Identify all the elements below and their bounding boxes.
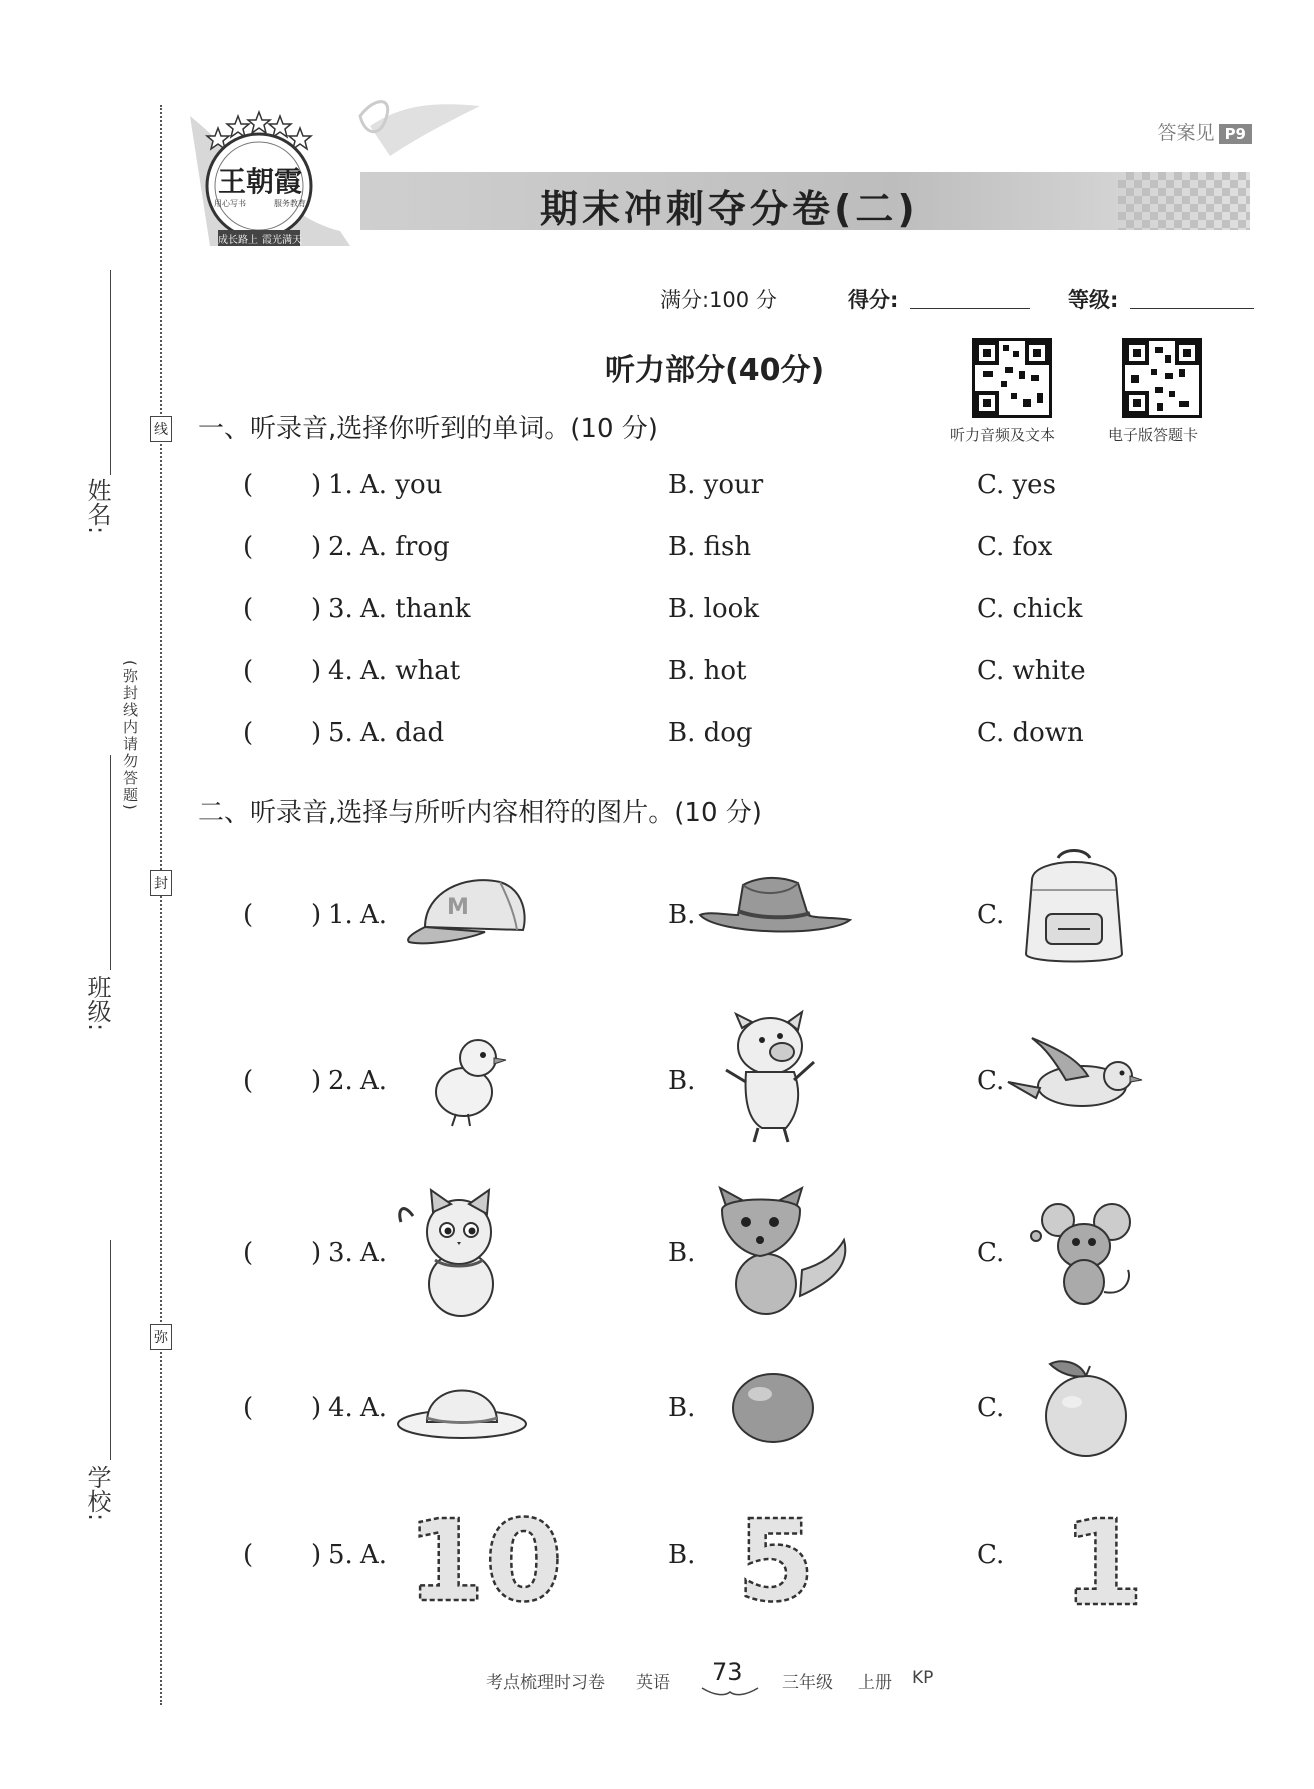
option-a: A. frog <box>360 532 450 562</box>
option-c: C. <box>977 1066 1005 1096</box>
banner-checker-pattern <box>1118 172 1250 230</box>
option-a: A. <box>360 1066 388 1096</box>
option-a: A. <box>360 900 388 930</box>
score-label: 得分: <box>848 288 899 312</box>
option-a: A. <box>360 1238 388 1268</box>
class-underline <box>110 755 111 970</box>
cap-icon <box>405 872 530 952</box>
option-c: C. down <box>977 718 1084 748</box>
option-a: A. what <box>360 656 461 686</box>
option-a: A. <box>360 1540 388 1570</box>
seal-dotted-line <box>160 105 162 1705</box>
answer-bracket[interactable]: ( ) <box>243 718 322 748</box>
seal-mark-mi: 弥 <box>150 1324 172 1350</box>
question-number: 5. <box>328 1540 353 1570</box>
listening-part-title: 听力部分(40分) <box>605 353 825 388</box>
option-b: B. dog <box>668 718 753 748</box>
option-b: B. <box>668 1540 696 1570</box>
brand-name: 王朝霞 <box>217 165 302 198</box>
name-label: 姓名: <box>83 478 111 535</box>
qr-pattern-icon <box>975 341 1049 415</box>
pig-icon <box>722 1010 822 1145</box>
mouse-icon <box>1028 1200 1140 1310</box>
orange-icon <box>1040 1356 1132 1460</box>
qr-code-audio-icon[interactable] <box>972 338 1052 418</box>
page-number: 73 <box>712 1658 743 1686</box>
hat-icon <box>395 1372 529 1442</box>
question-number: 2. <box>328 1066 353 1096</box>
option-b: B. your <box>668 470 764 500</box>
number-10-text: 10 <box>407 1497 563 1627</box>
option-c: C. <box>977 1393 1005 1423</box>
question-number: 1. <box>328 900 353 930</box>
qr-audio-label: 听力音频及文本 <box>950 426 1056 444</box>
question-number: 2. <box>328 532 353 562</box>
option-a: A. <box>360 1393 388 1423</box>
brand-slogan-left: 成长路上 <box>218 235 258 246</box>
answer-bracket[interactable]: ( ) <box>243 900 322 930</box>
brand-sub-left: 用心写书 <box>214 199 246 208</box>
option-c: C. fox <box>977 532 1053 562</box>
answer-bracket[interactable]: ( ) <box>243 594 322 624</box>
option-c: C. <box>977 900 1005 930</box>
ball-icon <box>730 1370 816 1446</box>
school-label: 学校: <box>83 1465 111 1522</box>
question-number: 3. <box>328 594 353 624</box>
grade-label: 等级: <box>1068 288 1119 312</box>
question-number: 3. <box>328 1238 353 1268</box>
cowboy-hat-icon <box>698 875 853 945</box>
option-b: B. hot <box>668 656 747 686</box>
number-5-icon <box>735 1497 815 1627</box>
cat-icon <box>395 1188 513 1318</box>
number-10-icon <box>405 1497 563 1627</box>
answer-bracket[interactable]: ( ) <box>243 1238 322 1268</box>
option-c: C. <box>977 1540 1005 1570</box>
number-5-text: 5 <box>737 1497 815 1627</box>
seal-mark-line: 线 <box>150 416 172 442</box>
option-b: B. <box>668 1238 696 1268</box>
fox-icon <box>712 1186 852 1318</box>
question-number: 5. <box>328 718 353 748</box>
seal-mark-seal: 封 <box>150 870 172 896</box>
number-1-icon <box>1060 1494 1145 1632</box>
class-label: 班级: <box>83 975 111 1032</box>
brand-logo <box>198 118 320 246</box>
footer-subject: 英语 <box>636 1673 670 1693</box>
option-a: A. you <box>360 470 443 500</box>
section2-title: 二、听录音,选择与所听内容相符的图片。(10 分) <box>198 798 762 828</box>
option-a: A. thank <box>360 594 471 624</box>
chick-icon <box>428 1030 508 1130</box>
option-b: B. <box>668 1066 696 1096</box>
answer-bracket[interactable]: ( ) <box>243 1540 322 1570</box>
question-number: 4. <box>328 656 353 686</box>
answer-ref-text: 答案见 <box>1157 122 1215 144</box>
book-icon <box>700 1686 760 1698</box>
school-underline <box>110 1240 111 1460</box>
question-number: 4. <box>328 1393 353 1423</box>
qr-answer-card-label: 电子版答题卡 <box>1108 426 1199 444</box>
name-underline <box>110 270 111 475</box>
number-1-text: 1 <box>1062 1494 1145 1632</box>
answer-bracket[interactable]: ( ) <box>243 656 322 686</box>
footer-series: 考点梳理时习卷 <box>486 1673 605 1693</box>
option-b: B. look <box>668 594 760 624</box>
option-c: C. chick <box>977 594 1083 624</box>
option-b: B. <box>668 900 696 930</box>
score-blank[interactable] <box>910 286 1030 309</box>
answer-bracket[interactable]: ( ) <box>243 1066 322 1096</box>
answer-reference <box>1158 118 1252 145</box>
seal-warning: (弥封线内请勿答题) <box>121 660 139 812</box>
full-score-label: 满分:100 分 <box>660 288 777 312</box>
answer-bracket[interactable]: ( ) <box>243 470 322 500</box>
footer-grade: 三年级 <box>782 1673 833 1693</box>
qr-code-answer-card-icon[interactable] <box>1122 338 1202 418</box>
brand-sub-right: 服务教育 <box>274 199 306 208</box>
page-title: 期末冲刺夺分卷(二) <box>540 187 919 231</box>
section1-title: 一、听录音,选择你听到的单词。(10 分) <box>198 414 658 444</box>
question-number: 1. <box>328 470 353 500</box>
option-b: B. fish <box>668 532 752 562</box>
brand-slogan-right: 霞光满天 <box>262 235 302 246</box>
bird-icon <box>1006 1036 1144 1118</box>
option-c: C. yes <box>977 470 1056 500</box>
option-c: C. white <box>977 656 1086 686</box>
svg-text:M: M <box>447 895 469 920</box>
footer-edition: KP <box>912 1668 934 1688</box>
answer-ref-page: P9 <box>1219 124 1252 144</box>
footer-volume: 上册 <box>858 1673 892 1693</box>
option-a: A. dad <box>360 718 445 748</box>
backpack-icon <box>1018 850 1130 970</box>
option-c: C. <box>977 1238 1005 1268</box>
answer-bracket[interactable]: ( ) <box>243 1393 322 1423</box>
qr-pattern-icon <box>1125 341 1199 415</box>
option-b: B. <box>668 1393 696 1423</box>
grade-blank[interactable] <box>1130 286 1254 309</box>
answer-bracket[interactable]: ( ) <box>243 532 322 562</box>
